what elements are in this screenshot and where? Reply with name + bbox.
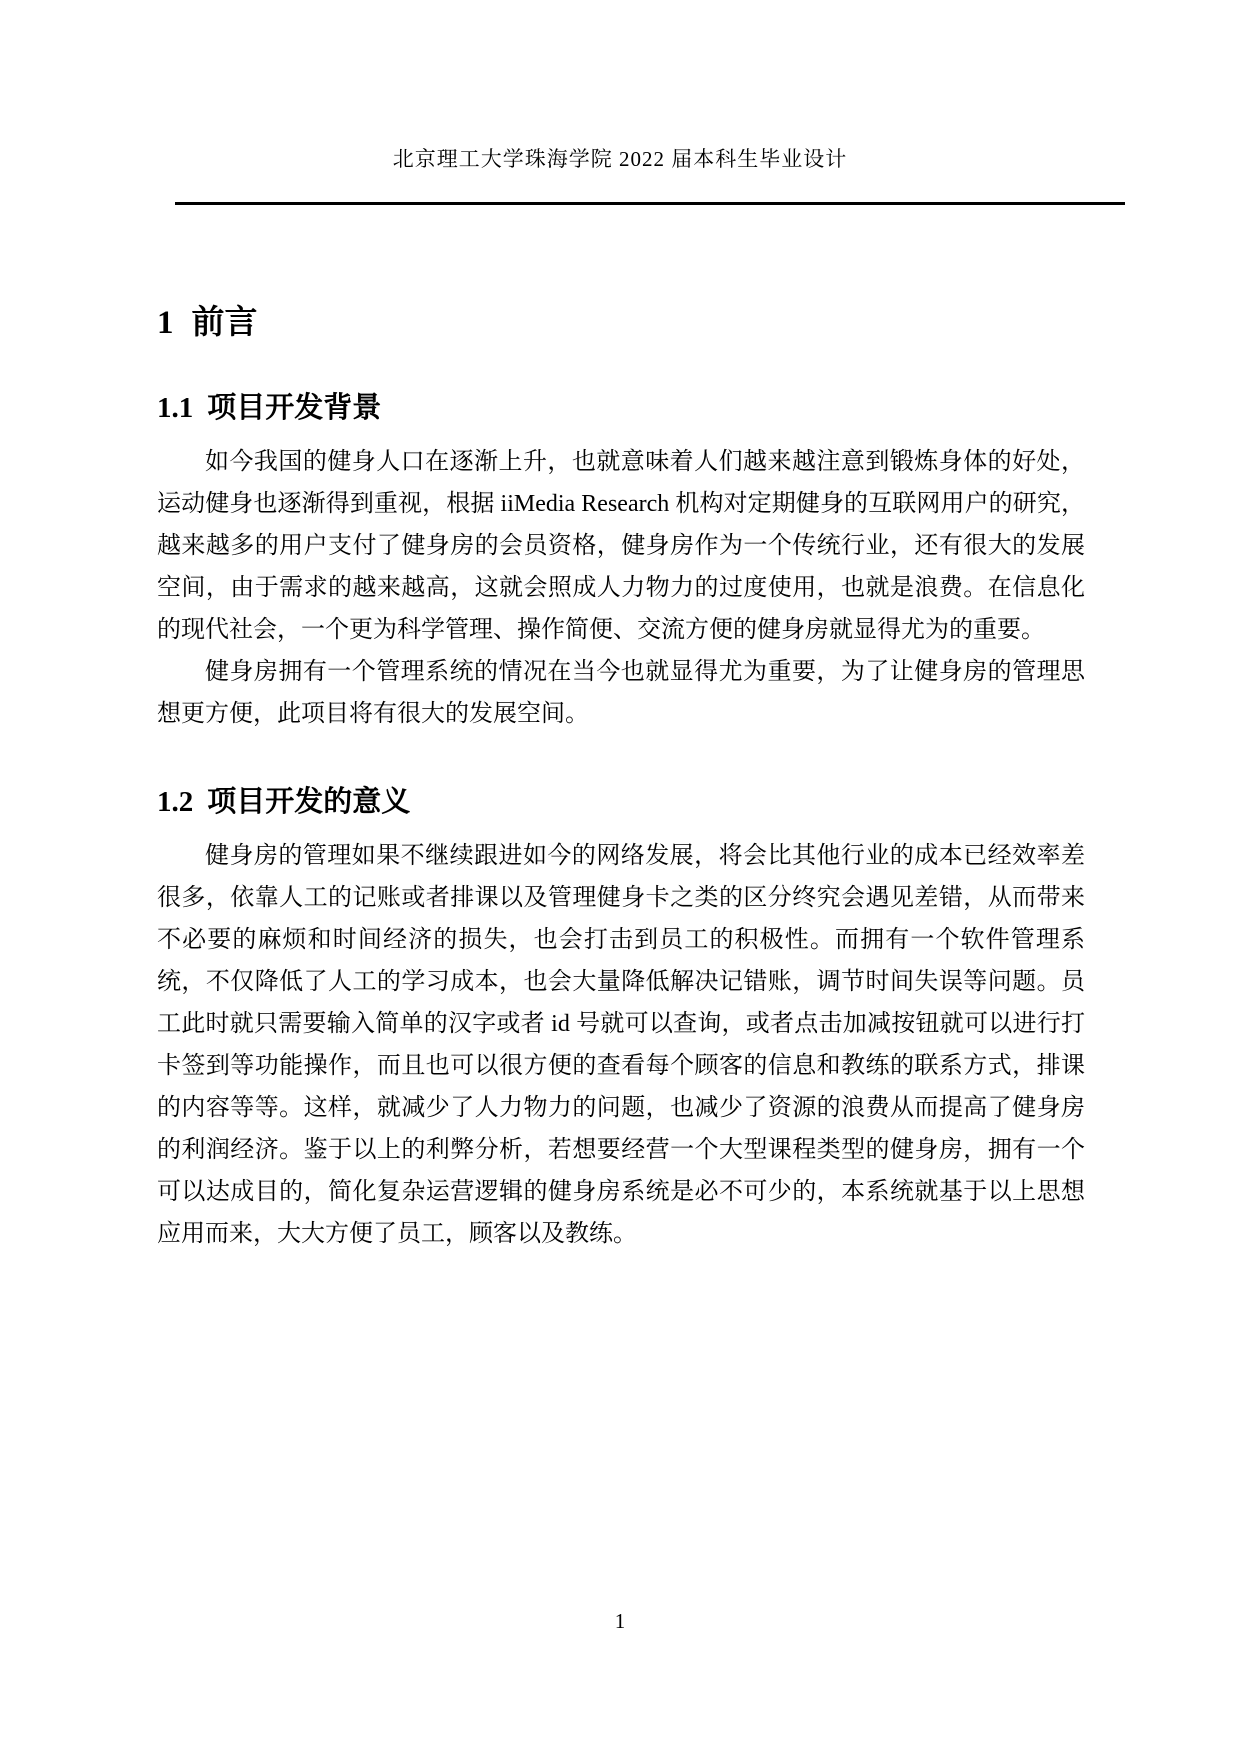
section-title: 项目开发的意义 xyxy=(207,786,411,818)
section-number: 1.1 xyxy=(157,392,194,424)
header-divider xyxy=(175,202,1125,205)
page-number: 1 xyxy=(614,1609,626,1633)
paragraph-background-1: 如今我国的健身人口在逐渐上升，也就意味着人们越来越注意到锻炼身体的好处，运动健身也逐渐得到重视，根据 iiMedia Research 机构对定期健身的互联网用户的研究，越来越多的用户支付了健身房的会员资格，健身房作为一个传统行业，还有很大的发展空间，由于需求的越来越高，这就会照成人力物力的过度使用，也就是浪费。在信息化的现代社会，一个更为科学管理、操作简便、交流方便的健身房就显得尤为的重要。 xyxy=(157,449,1085,643)
section-heading-1-2 xyxy=(157,785,1085,819)
section-number: 1.2 xyxy=(157,786,194,818)
chapter-title: 前言 xyxy=(191,305,258,341)
page-header xyxy=(0,0,1240,205)
running-header-title: 北京理工大学珠海学院 2022 届本科生毕业设计 xyxy=(392,147,848,171)
document-body xyxy=(0,305,1240,1255)
paragraph-background-2: 健身房拥有一个管理系统的情况在当今也就显得尤为重要，为了让健身房的管理思想更方便，此项目将有很大的发展空间。 xyxy=(157,659,1085,727)
page-footer xyxy=(0,1608,1240,1635)
chapter-number: 1 xyxy=(157,305,174,341)
section-heading-1-1 xyxy=(157,391,1085,425)
chapter-heading xyxy=(157,305,1085,341)
paragraph-significance-1: 健身房的管理如果不继续跟进如今的网络发展，将会比其他行业的成本已经效率差很多，依靠人工的记账或者排课以及管理健身卡之类的区分终究会遇见差错，从而带来不必要的麻烦和时间经济的损失，也会打击到员工的积极性。而拥有一个软件管理系统，不仅降低了人工的学习成本，也会大量降低解决记错账，调节时间失误等问题。员工此时就只需要输入简单的汉字或者 id 号就可以查询，或者点击加减按钮就可以进行打卡签到等功能操作，而且也可以很方便的查看每个顾客的信息和教练的联系方式，排课的内容等等。这样，就减少了人力物力的问题，也减少了资源的浪费从而提高了健身房的利润经济。鉴于以上的利弊分析，若想要经营一个大型课程类型的健身房，拥有一个可以达成目的，简化复杂运营逻辑的健身房系统是必不可少的，本系统就基于以上思想应用而来，大大方便了员工，顾客以及教练。 xyxy=(157,843,1085,1247)
section-title: 项目开发背景 xyxy=(207,392,382,424)
